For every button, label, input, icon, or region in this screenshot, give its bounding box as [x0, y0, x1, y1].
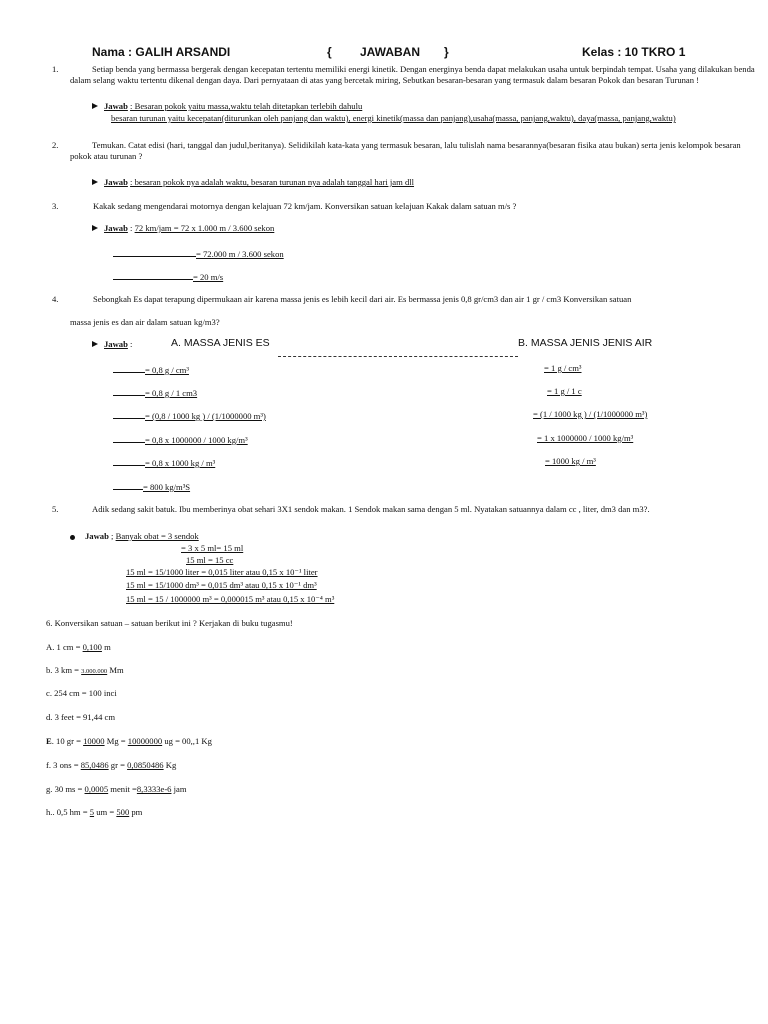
q6-b: b. 3 km = 3.000.000 Mm [46, 665, 124, 675]
bullet-dot-icon [70, 535, 75, 540]
q5-line-5: 15 ml = 15/1000 dm³ = 0,015 dm³ atau 0,15 x 10⁻¹ dm³ [126, 580, 317, 590]
q2-text: Temukan. Catat edisi (hari, tanggal dan judul,beritanya). Selidikilah kata-kata yang termasuk besaran, lalu tulislah nama besarannya(besaran fisika atau bukan) serta jenis kelompok besaran pokok atau turunan ? [70, 140, 741, 161]
q6-e: E. 10 gr = 10000 Mg = 10000000 ug = 00,,1 Kg [46, 736, 212, 746]
air-line-2: = 1 g / 1 c [547, 386, 582, 396]
q5-line-3: 15 ml = 15 cc [186, 555, 234, 565]
open-brace: { [327, 45, 332, 59]
es-line-6: = 800 kg/m³S [113, 480, 190, 493]
class-label: Kelas : 10 TKRO 1 [582, 45, 686, 59]
q3-number: 3. [52, 201, 59, 211]
q5-line-6: 15 ml = 15 / 1000000 m³ = 0,000015 m³ atau 0,15 x 10⁻⁴ m³ [126, 594, 335, 604]
es-line-5: = 0,8 x 1000 kg / m³ [113, 456, 215, 469]
es-line-3: = (0,8 / 1000 kg ) / (1/1000000 m³) [113, 409, 266, 422]
es-line-4: = 0,8 x 1000000 / 1000 kg/m³ [113, 433, 248, 446]
q1-answer: Jawab : Besaran pokok yaitu massa,waktu telah ditetapkan terlebih dahulu [92, 101, 362, 112]
q1-number: 1. [52, 64, 59, 74]
arrow-bullet-icon [92, 341, 98, 347]
q1-answer-derived: besaran turunan yaitu kecepatan(diturunkan oleh panjang dan waktu), energi kinetik(massa dan panjang),usaha(massa, panjang,waktu), daya(massa, panjang,waktu) [111, 113, 676, 123]
q6-g: g. 30 ms = 0,0005 menit =8,3333e-6 jam [46, 784, 187, 794]
air-line-1: = 1 g / cm³ [544, 363, 582, 373]
q6-d: d. 3 feet = 91,44 cm [46, 712, 116, 722]
q6-f: f. 3 ons = 85,0486 gr = 0,0850486 Kg [46, 760, 177, 770]
q4-answer-label: Jawab : [92, 339, 132, 350]
q5-line-2: = 3 x 5 ml= 15 ml [181, 543, 244, 553]
q4-text-2: massa jenis es dan air dalam satuan kg/m3? [70, 317, 220, 327]
arrow-bullet-icon [92, 225, 98, 231]
air-line-4: = 1 x 1000000 / 1000 kg/m³ [537, 433, 634, 443]
q3-answer: Jawab : 72 km/jam = 72 x 1.000 m / 3.600 sekon [92, 223, 274, 234]
es-line-1: = 0,8 g / cm³ [113, 363, 189, 376]
q3-step3: = 20 m/s [113, 270, 223, 283]
q4-heading-a: A. MASSA JENIS ES [171, 337, 270, 349]
q4-text-1: Sebongkah Es dapat terapung dipermukaan air karena massa jenis es lebih kecil dari air. Es bermassa jenis 0,8 gr/cm3 dan air 1 gr / cm3 Konversikan satuan [93, 294, 632, 304]
q4-heading-b: B. MASSA JENIS JENIS AIR [518, 337, 653, 349]
q5-line-4: 15 ml = 15/1000 liter = 0,015 liter atau 0,15 x 10⁻¹ liter [126, 567, 318, 577]
q3-step2: = 72.000 m / 3.600 sekon [113, 247, 284, 260]
air-line-5: = 1000 kg / m³ [545, 456, 596, 466]
q5-answer: Jawab ; Banyak obat = 3 sendok [70, 531, 199, 542]
q2-number: 2. [52, 140, 59, 150]
student-name: Nama : GALIH ARSANDI [92, 45, 231, 59]
q5-number: 5. [52, 504, 59, 514]
q4-dashed-line [278, 347, 518, 360]
q6-h: h.. 0,5 hm = 5 um = 500 pm [46, 807, 143, 817]
q3-text: Kakak sedang mengendarai motornya dengan kelajuan 72 km/jam. Konversikan satuan kelajuan Kakak dalam satuan m/s ? [93, 201, 517, 211]
q1-text: Setiap benda yang bermassa bergerak dengan kecepatan tertentu memiliki energi kinetik. Dengan energinya benda dapat melakukan usaha untuk berpindah tempat. Usaha yang dilakukan benda dalam selang waktu tertentu dikenal dengan daya. Dari pernyataan di atas yang bercetak miring, Sebutkan besaran-besaran yang termasuk dalam besaran Pokok dan besaran Turunan ! [70, 64, 755, 85]
q4-number: 4. [52, 294, 59, 304]
es-line-2: = 0,8 g / 1 cm3 [113, 386, 197, 399]
q6-title: 6. Konversikan satuan – satuan berikut ini ? Kerjakan di buku tugasmu! [46, 618, 293, 628]
q6-a: A. 1 cm = 0,100 m [46, 642, 111, 652]
close-brace: } [444, 45, 449, 59]
arrow-bullet-icon [92, 179, 98, 185]
arrow-bullet-icon [92, 103, 98, 109]
q6-c: c. 254 cm = 100 inci [46, 688, 117, 698]
q2-answer: Jawab : besaran pokok nya adalah waktu, besaran turunan nya adalah tanggal hari jam dll [92, 177, 414, 188]
answer-title: JAWABAN [360, 45, 421, 59]
q5-text: Adik sedang sakit batuk. Ibu memberinya obat sehari 3X1 sendok makan. 1 Sendok makan sama dengan 5 ml. Nyatakan satuannya dalam cc , liter, dm3 dan m3?. [92, 504, 650, 514]
air-line-3: = (1 / 1000 kg ) / (1/1000000 m³) [533, 409, 648, 419]
